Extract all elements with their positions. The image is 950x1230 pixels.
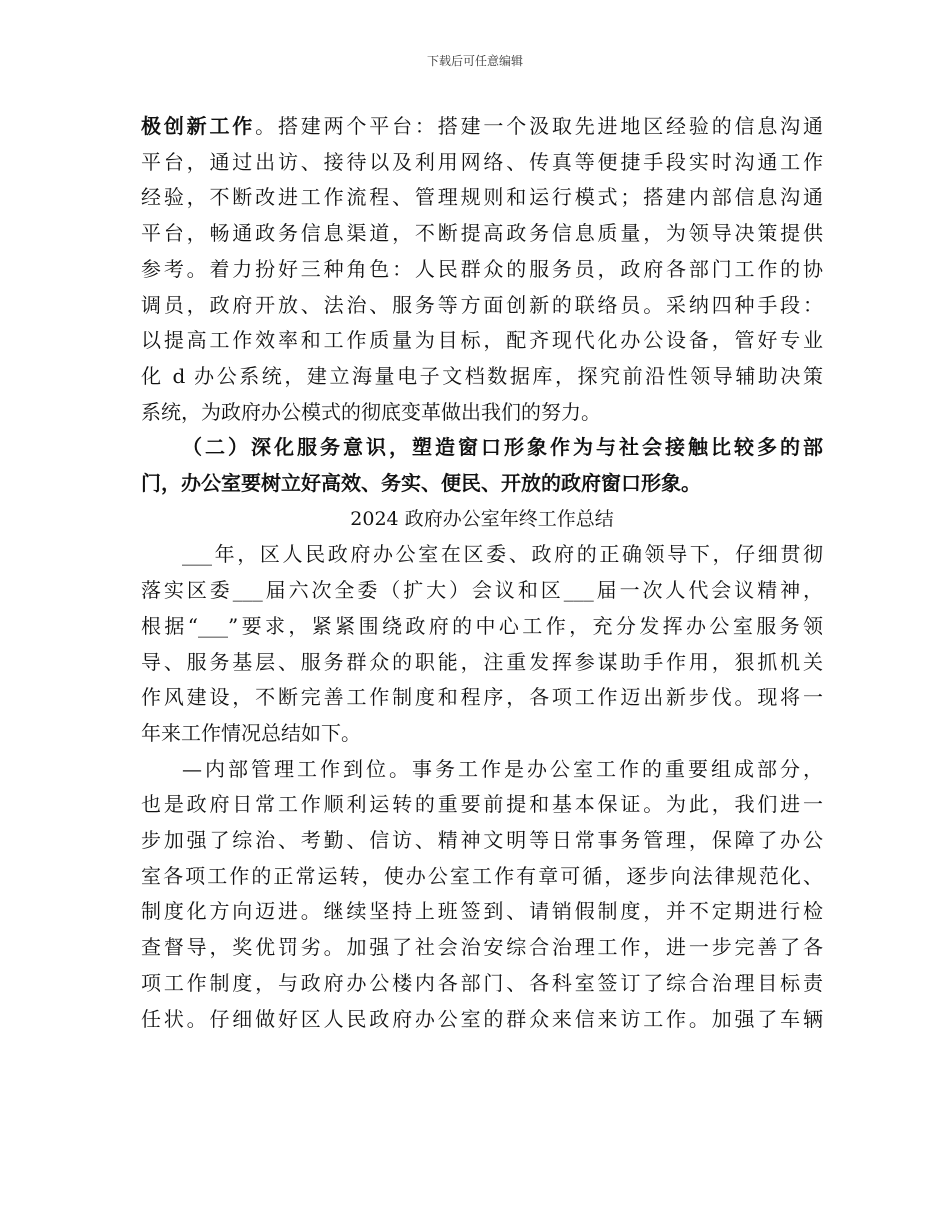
section1-line-0 [141, 109, 823, 145]
section1-line: 调员，政府开放、法治、服务等方面创新的联络员。采纳四种手段： [141, 292, 823, 317]
section1-line: 经验，不断改进工作流程、管理规则和运行模式；搭建内部信息沟通 [141, 185, 823, 210]
document-title: 2024 政府办公室年终工作总结 [350, 507, 614, 530]
para2-line: 步加强了综治、考勤、信访、精神文明等日常事务管理，保障了办公 [141, 828, 823, 853]
section1-line: 化 d 办公系统，建立海量电子文档数据库，探究前沿性领导辅助决策 [141, 363, 823, 388]
para2-line: 查督导，奖优罚劣。加强了社会治安综合治理工作，进一步完善了各 [141, 935, 823, 960]
emphasis-text: 极创新工作 [141, 114, 256, 138]
section1-line: 系统，为政府办公模式的彻底变革做出我们的努力。 [141, 399, 601, 424]
para2-line: 项工作制度，与政府办公楼内各部门、各科室签订了综合治理目标责 [141, 970, 823, 995]
para2-line: 任状。仔细做好区人民政府办公室的群众来信来访工作。加强了车辆 [141, 1006, 823, 1031]
para2-line: —内部管理工作到位。事务工作是办公室工作的重要组成部分， [182, 756, 823, 781]
section1-line: 参考。着力扮好三种角色：人民群众的服务员，政府各部门工作的协 [141, 256, 823, 281]
para1-line: ___年，区人民政府办公室在区委、政府的正确领导下，仔细贯彻 [182, 542, 823, 567]
section1-line: 平台，畅通政务信息渠道，不断提高政务信息质量，为领导决策提供 [141, 221, 823, 246]
para1-line: 作风建设，不断完善工作制度和程序，各项工作迈出新步伐。现将一 [141, 685, 823, 710]
section1-line: 平台，通过出访、接待以及利用网络、传真等便捷手段实时沟通工作 [141, 149, 823, 174]
para2-line: 也是政府日常工作顺利运转的重要前提和基本保证。为此，我们进一 [141, 792, 823, 817]
section2-heading-line: 门，办公室要树立好高效、务实、便民、开放的政府窗口形象。 [141, 471, 701, 496]
section1-line-0-rest: 。搭建两个平台：搭建一个汲取先进地区经验的信息沟通 [255, 114, 824, 138]
para1-line: 根据“___”要求，紧紧围绕政府的中心工作，充分发挥办公室服务领 [141, 613, 823, 638]
para1-line: 落实区委___届六次全委（扩大）会议和区___届一次人代会议精神， [141, 578, 823, 603]
section1-line: 以提高工作效率和工作质量为目标，配齐现代化办公设备，管好专业 [141, 328, 823, 353]
para1-line: 年来工作情况总结如下。 [141, 720, 361, 745]
para2-line: 室各项工作的正常运转，使办公室工作有章可循，逐步向法律规范化、 [141, 863, 823, 888]
para1-line: 导、服务基层、服务群众的职能，注重发挥参谋助手作用，狠抓机关 [141, 649, 823, 674]
page-header: 下载后可任意编辑 [426, 54, 523, 68]
section2-heading-line: （二）深化服务意识，塑造窗口形象作为与社会接触比较多的部 [182, 435, 823, 460]
document-body [141, 109, 823, 1037]
para2-line: 制度化方向迈进。继续坚持上班签到、请销假制度，并不定期进行检 [141, 899, 823, 924]
